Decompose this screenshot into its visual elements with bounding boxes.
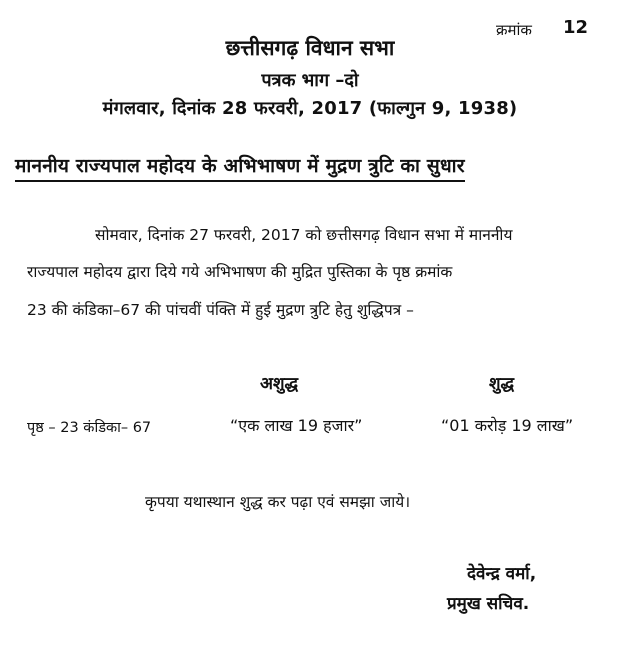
signatory-title: प्रमुख सचिव.	[447, 594, 530, 614]
date-line: मंगलवार, दिनांक 28 फरवरी, 2017 (फाल्गुन 9, 1938)	[102, 98, 518, 119]
body-line-1: सोमवार, दिनांक 27 फरवरी, 2017 को छत्तीसगढ़ विधान सभा में माननीय	[95, 226, 513, 244]
serial-number-label: क्रमांक	[496, 21, 532, 39]
correct-column-heading: शुद्ध	[489, 374, 515, 394]
serial-number: 12	[563, 17, 589, 38]
page-paragraph-reference: पृष्ठ – 23 कंडिका– 67	[27, 420, 152, 436]
signatory-name: देवेन्द्र वर्मा,	[467, 564, 537, 584]
incorrect-column-heading: अशुद्ध	[260, 374, 299, 394]
request-note: कृपया यथास्थान शुद्ध कर पढ़ा एवं समझा जाये।	[145, 493, 411, 511]
subject-heading: माननीय राज्यपाल महोदय के अभिभाषण में मुद्रण त्रुटि का सुधार	[15, 152, 465, 182]
body-line-2: राज्यपाल महोदय द्वारा दिये गये अभिभाषण की मुद्रित पुस्तिका के पृष्ठ क्रमांक	[27, 263, 453, 281]
body-line-3: 23 की कंडिका–67 की पांचवीं पंक्ति में हुई मुद्रण त्रुटि हेतु शुद्धिपत्र –	[27, 301, 414, 319]
correct-text: “01 करोड़ 19 लाख”	[441, 416, 574, 435]
bulletin-part: पत्रक भाग –दो	[261, 70, 359, 91]
assembly-title: छत्तीसगढ़ विधान सभा	[225, 36, 395, 60]
incorrect-text: “एक लाख 19 हजार”	[230, 416, 363, 435]
